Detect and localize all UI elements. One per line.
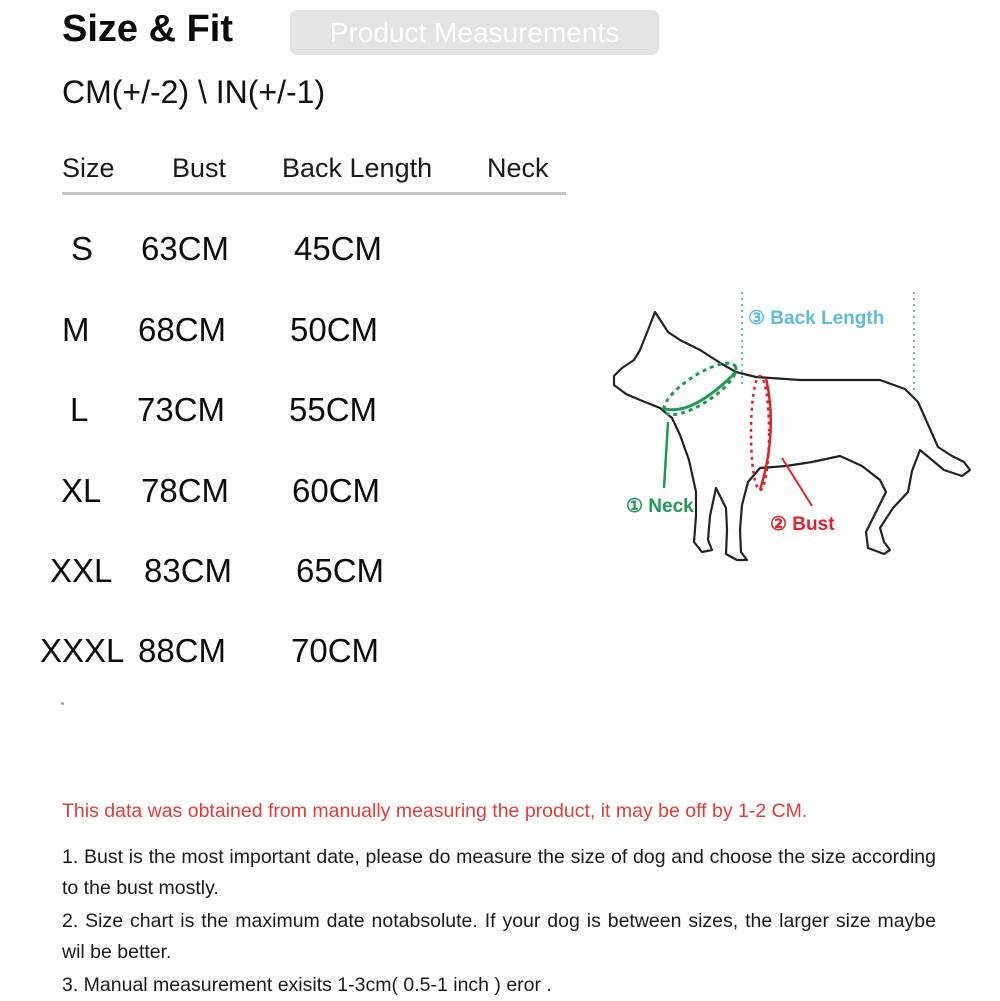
column-header-size: Size (62, 153, 115, 183)
page-title: Size & Fit (62, 8, 234, 50)
back-length-cell: 70CM (291, 632, 380, 669)
back-length-cell: 55CM (289, 391, 378, 428)
note-item: 3. Manual measurement exisits 1-3cm( 0.5-1 inch ) eror . (62, 974, 552, 996)
back-length-cell: 65CM (296, 552, 385, 589)
size-cell: XL (61, 472, 102, 509)
bust-cell: 83CM (144, 552, 233, 589)
bust-cell: 78CM (141, 472, 230, 509)
size-cell: S (71, 230, 94, 267)
measurement-disclaimer: This data was obtained from manually measuring the product, it may be off by 1-2 CM. (62, 800, 808, 822)
bust-cell: 63CM (141, 230, 230, 267)
back-length-cell: 60CM (292, 472, 381, 509)
stray-dot (61, 702, 64, 705)
size-cell: M (62, 311, 90, 348)
bust-cell: 73CM (137, 391, 226, 428)
note-item: 2. Size chart is the maximum date notabsolute. If your dog is between sizes, the larger size maybe wil be better. (62, 910, 936, 963)
back-length-label: ③ Back Length (748, 308, 885, 329)
size-cell: XXL (50, 552, 113, 589)
column-header-back-length: Back Length (282, 153, 433, 183)
column-header-bust: Bust (172, 153, 227, 183)
neck-pointer-line (664, 422, 668, 488)
bust-label: ② Bust (770, 514, 835, 535)
back-length-cell: 50CM (290, 311, 379, 348)
size-cell: XXXL (40, 632, 125, 669)
header-divider (62, 192, 566, 195)
units-tolerance: CM(+/-2) \ IN(+/-1) (62, 74, 326, 110)
neck-label: ① Neck (626, 496, 694, 517)
back-length-cell: 45CM (294, 230, 383, 267)
bust-cell: 68CM (138, 311, 227, 348)
product-measurements-badge: Product Measurements (290, 10, 659, 55)
dog-measurement-diagram (600, 280, 990, 580)
column-header-neck: Neck (487, 153, 549, 183)
bust-cell: 88CM (138, 632, 227, 669)
note-item: 1. Bust is the most important date, please do measure the size of dog and choose the size according to the bust mostly. (62, 846, 936, 899)
size-cell: L (70, 391, 89, 428)
